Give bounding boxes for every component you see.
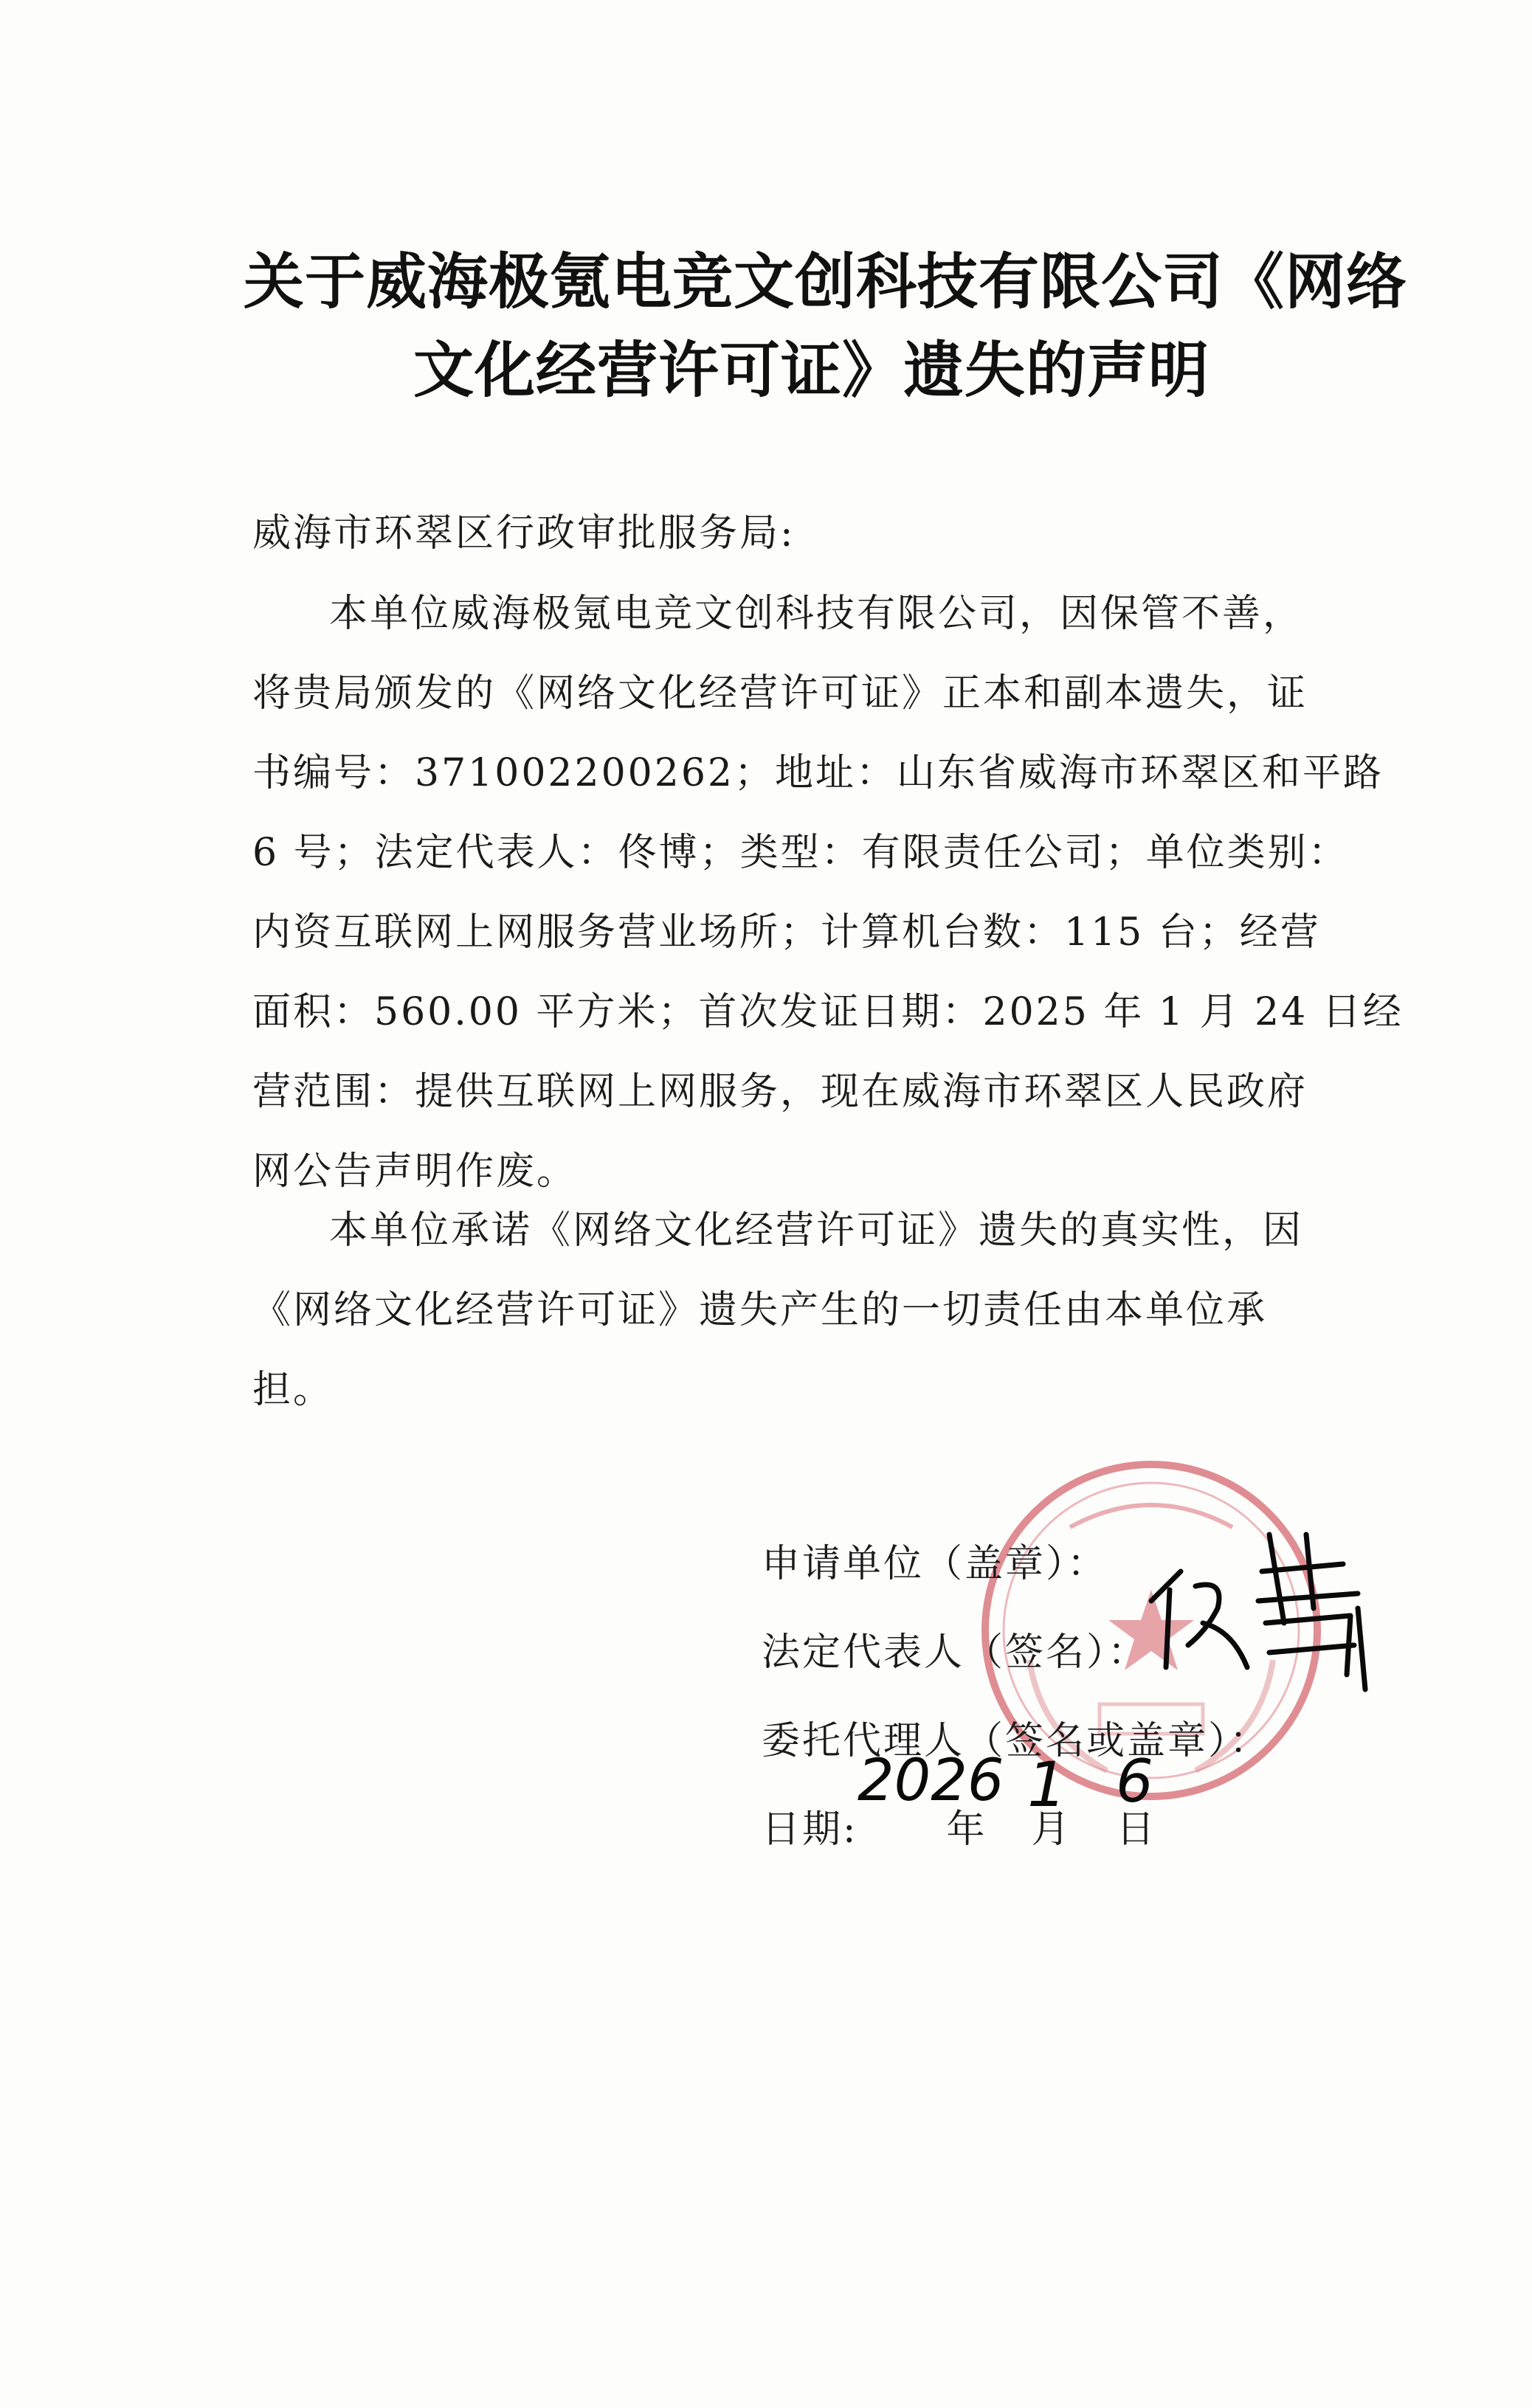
- paragraph-1-line: 书编号：371002200262；地址：山东省威海市环翠区和平路: [252, 751, 1384, 795]
- paragraph-1-line: 网公告声明作废。: [252, 1149, 578, 1194]
- paragraph-1-line: 面积：560.00 平方米；首次发证日期：2025 年 1 月 24 日经: [252, 990, 1404, 1034]
- paragraph-1: [252, 574, 1404, 1211]
- paragraph-1-line: 6 号；法定代表人：佟博；类型：有限责任公司；单位类别：: [252, 831, 1349, 875]
- agent-label: 委托代理人（签名或盖章）：: [762, 1719, 1271, 1763]
- paragraph-2-line: 《网络文化经营许可证》遗失产生的一切责任由本单位承: [252, 1288, 1268, 1332]
- paragraph-1-line: 内资互联网上网服务营业场所；计算机台数：115 台；经营: [252, 910, 1321, 955]
- paragraph-1-line: 营范围：提供互联网上网服务，现在威海市环翠区人民政府: [252, 1070, 1308, 1114]
- title-line-1: 关于威海极氪电竞文创科技有限公司《网络: [244, 246, 1408, 317]
- title-line-2: 文化经营许可证》遗失的声明: [413, 335, 1210, 406]
- addressee: 威海市环翠区行政审批服务局:: [252, 511, 796, 556]
- legal-representative-label: 法定代表人（签名）：: [762, 1630, 1149, 1675]
- date-day-unit: 日: [1116, 1807, 1157, 1852]
- paragraph-1-line: 将贵局颁发的《网络文化经营许可证》正本和副本遗失，证: [252, 671, 1308, 716]
- date-month-unit: 月: [1031, 1807, 1072, 1852]
- handwritten-year: 2026: [858, 1748, 1004, 1814]
- date-year-unit: 年: [946, 1807, 987, 1852]
- document-title: [244, 238, 1408, 415]
- paragraph-1-line: 本单位威海极氪电竞文创科技有限公司，因保管不善，: [329, 592, 1304, 636]
- signature-block: [762, 1520, 1270, 1874]
- applicant-label: 申请单位（盖章）：: [762, 1542, 1108, 1586]
- paragraph-2-line: 本单位承诺《网络文化经营许可证》遗失的真实性，因: [329, 1208, 1304, 1253]
- paragraph-2-line: 担。: [252, 1368, 334, 1412]
- date-label: 日期:: [762, 1807, 858, 1852]
- paragraph-2: [252, 1191, 1330, 1430]
- handwritten-day: 6: [1116, 1747, 1153, 1816]
- date-row: [762, 1785, 1270, 1874]
- handwritten-month: 1: [1027, 1748, 1067, 1821]
